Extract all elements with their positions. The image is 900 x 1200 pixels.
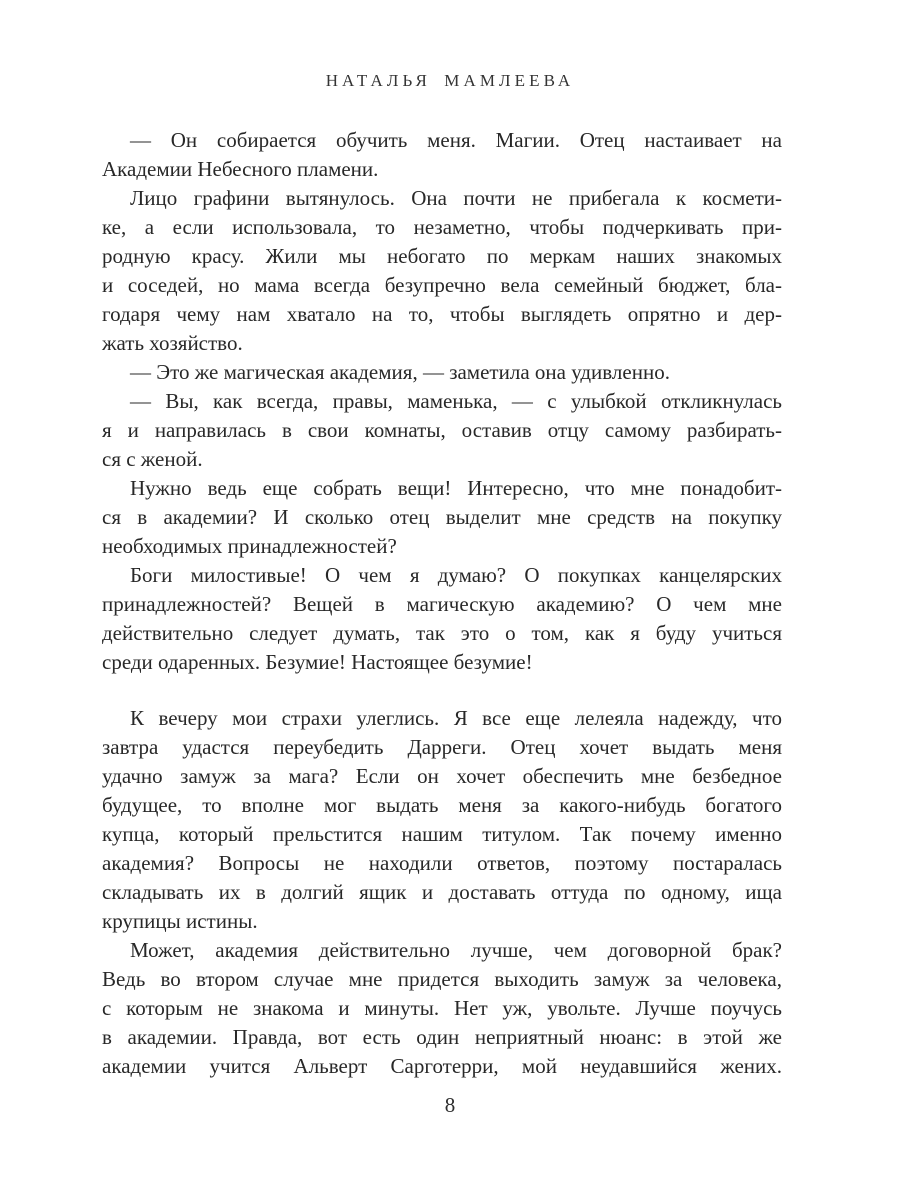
text-line: — Это же магическая академия, — заметила она удивленно. xyxy=(130,360,670,384)
paragraph xyxy=(102,387,782,474)
paragraph xyxy=(102,126,782,184)
text-line: Боги милостивые! О чем я думаю? О покупках канцелярских xyxy=(130,563,782,587)
text-line: купца, который прельстится нашим титулом. Так почему именно xyxy=(102,822,782,846)
text-line: Академии Небесного пламени. xyxy=(102,157,379,181)
text-line: К вечеру мои страхи улеглись. Я все еще лелеяла надежду, что xyxy=(130,706,782,730)
text-line: ся в академии? И сколько отец выделит мне средств на покупку xyxy=(102,505,782,529)
paragraph xyxy=(102,561,782,677)
text-column xyxy=(102,126,782,1081)
text-line: в академии. Правда, вот есть один неприятный нюанс: в этой же xyxy=(102,1025,782,1049)
text-line: будущее, то вполне мог выдать меня за какого-нибудь богатого xyxy=(102,793,782,817)
text-line: ся с женой. xyxy=(102,447,203,471)
text-line: Ведь во втором случае мне придется выходить замуж за человека, xyxy=(102,967,782,991)
text-line: академии учится Альверт Сарготерри, мой неудавшийся жених. xyxy=(102,1054,782,1078)
text-line: жать хозяйство. xyxy=(102,331,243,355)
text-line: среди одаренных. Безумие! Настоящее безумие! xyxy=(102,650,533,674)
text-line: Может, академия действительно лучше, чем договорной брак? xyxy=(130,938,782,962)
paragraph xyxy=(102,936,782,1081)
text-line: необходимых принадлежностей? xyxy=(102,534,397,558)
text-line: и соседей, но мама всегда безупречно вела семейный бюджет, бла- xyxy=(102,273,782,297)
text-line: я и направилась в свои комнаты, оставив отцу самому разбирать- xyxy=(102,418,782,442)
text-line: удачно замуж за мага? Если он хочет обеспечить мне безбедное xyxy=(102,764,782,788)
paragraph xyxy=(102,474,782,561)
paragraph xyxy=(102,184,782,358)
text-line: действительно следует думать, так это о том, как я буду учиться xyxy=(102,621,782,645)
page-number: 8 xyxy=(444,1093,456,1117)
text-line: с которым не знакома и минуты. Нет уж, увольте. Лучше поучусь xyxy=(102,996,782,1020)
paragraph xyxy=(102,358,782,387)
running-header-author: НАТАЛЬЯ МАМЛЕЕВА xyxy=(325,71,575,90)
text-line: родную красу. Жили мы небогато по меркам наших знакомых xyxy=(102,244,782,268)
text-line: принадлежностей? Вещей в магическую академию? О чем мне xyxy=(102,592,782,616)
paragraph xyxy=(102,704,782,936)
text-line: академия? Вопросы не находили ответов, поэтому постаралась xyxy=(102,851,782,875)
text-line: ке, а если использовала, то незаметно, чтобы подчеркивать при- xyxy=(102,215,782,239)
text-line: Лицо графини вытянулось. Она почти не прибегала к космети- xyxy=(130,186,782,210)
text-line: крупицы истины. xyxy=(102,909,258,933)
text-line: годаря чему нам хватало на то, чтобы выглядеть опрятно и дер- xyxy=(102,302,782,326)
scene-break xyxy=(102,677,782,704)
text-line: завтра удастся переубедить Дарреги. Отец хочет выдать меня xyxy=(102,735,782,759)
text-line: складывать их в долгий ящик и доставать оттуда по одному, ища xyxy=(102,880,782,904)
text-line: — Он собирается обучить меня. Магии. Отец настаивает на xyxy=(130,128,782,152)
text-line: — Вы, как всегда, правы, маменька, — с улыбкой откликнулась xyxy=(130,389,782,413)
text-line: Нужно ведь еще собрать вещи! Интересно, что мне понадобит- xyxy=(130,476,782,500)
